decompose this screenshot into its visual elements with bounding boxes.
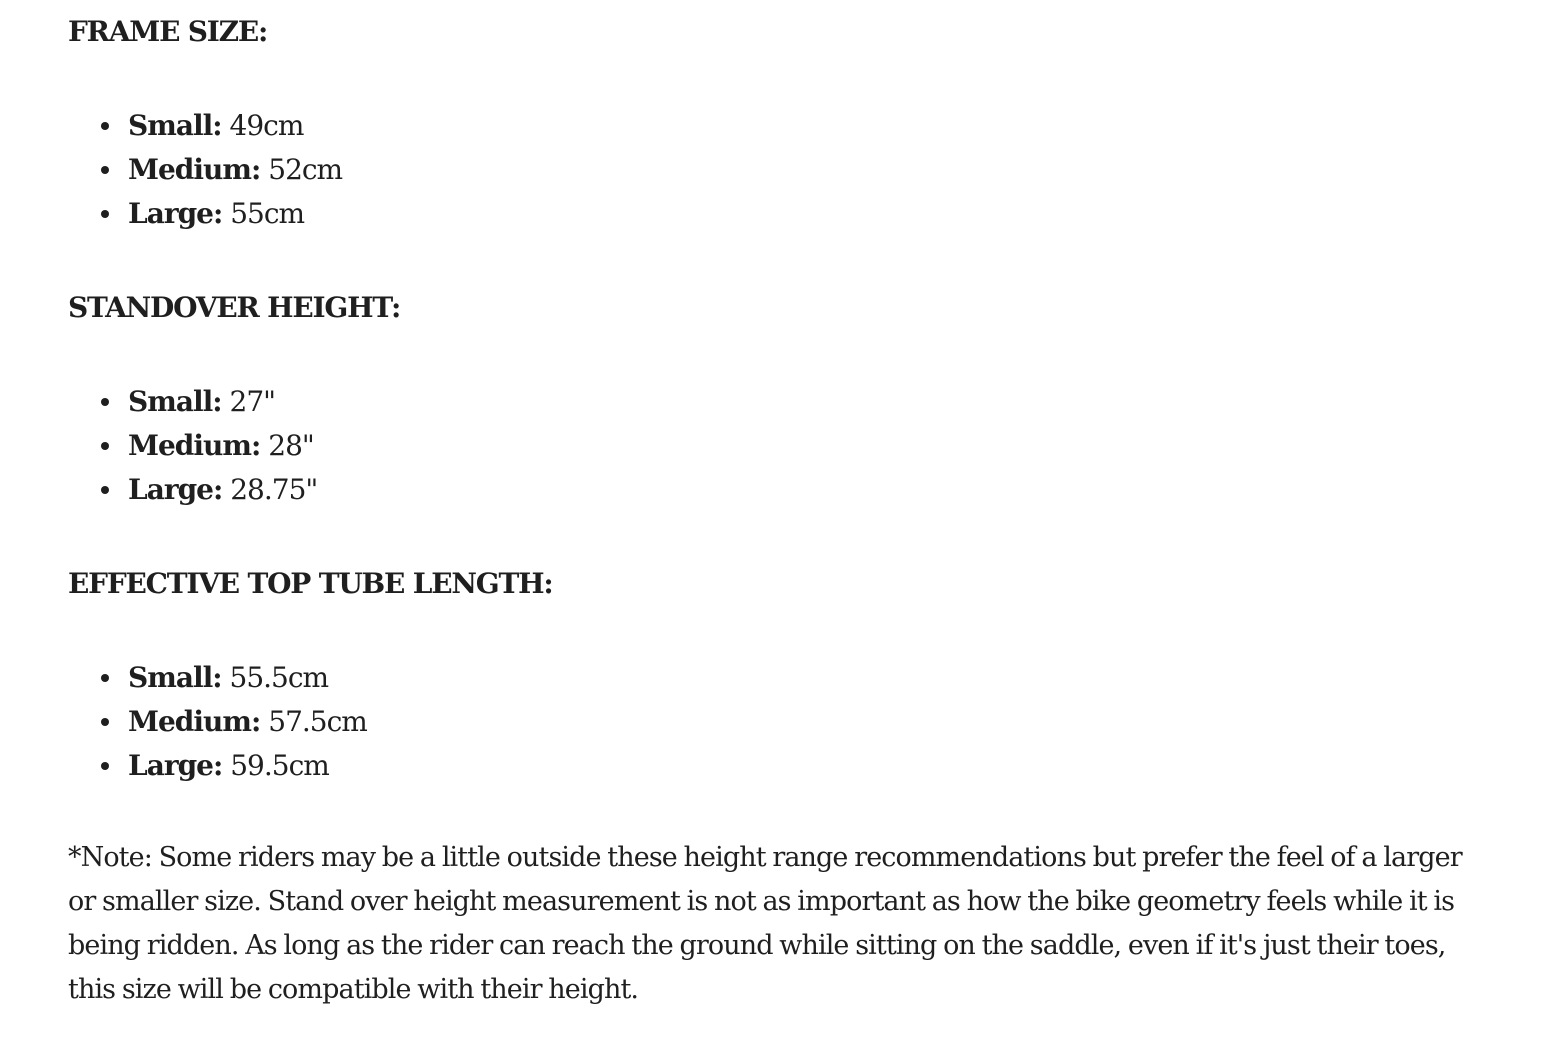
list-item [68, 700, 367, 744]
standover-height-list [68, 380, 317, 512]
frame-size-heading: FRAME SIZE: [68, 15, 268, 48]
list-item [68, 656, 367, 700]
size-value: 55cm [230, 197, 305, 230]
bullet-icon [101, 122, 109, 130]
size-label: Small: [128, 109, 222, 142]
bullet-icon [101, 398, 109, 406]
size-value: 28.75" [230, 473, 318, 506]
list-item [68, 744, 367, 788]
size-value: 59.5cm [230, 749, 329, 782]
size-label: Large: [128, 197, 223, 230]
size-label: Medium: [128, 153, 261, 186]
size-label: Large: [128, 749, 223, 782]
size-value: 55.5cm [229, 661, 329, 694]
standover-height-heading: STANDOVER HEIGHT: [68, 291, 401, 324]
bullet-icon [101, 718, 109, 726]
bullet-icon [101, 442, 109, 450]
size-value: 27" [229, 385, 276, 418]
top-tube-length-heading: EFFECTIVE TOP TUBE LENGTH: [68, 567, 553, 600]
list-item [68, 468, 317, 512]
size-value: 57.5cm [268, 705, 367, 738]
size-value: 28" [268, 429, 314, 462]
size-label: Medium: [128, 705, 261, 738]
bullet-icon [101, 762, 109, 770]
top-tube-length-list [68, 656, 367, 788]
list-item [68, 424, 317, 468]
size-label: Large: [128, 473, 223, 506]
bullet-icon [101, 166, 109, 174]
size-value: 49cm [229, 109, 304, 142]
list-item [68, 192, 342, 236]
bullet-icon [101, 486, 109, 494]
frame-size-list [68, 104, 342, 236]
size-value: 52cm [268, 153, 343, 186]
list-item [68, 380, 317, 424]
list-item [68, 148, 342, 192]
sizing-note: *Note: Some riders may be a little outside these height range recommendations but prefer the feel of a larger or smaller size. Stand over height measurement is not as important as how the bike geometry feels while it is being ridden. As long as the rider can reach the ground while sitting on the saddle, even if it's just their toes, this size will be compatible with their height. [68, 842, 1462, 1005]
bullet-icon [101, 674, 109, 682]
size-label: Medium: [128, 429, 261, 462]
size-label: Small: [128, 385, 222, 418]
size-label: Small: [128, 661, 222, 694]
bullet-icon [101, 210, 109, 218]
list-item [68, 104, 342, 148]
